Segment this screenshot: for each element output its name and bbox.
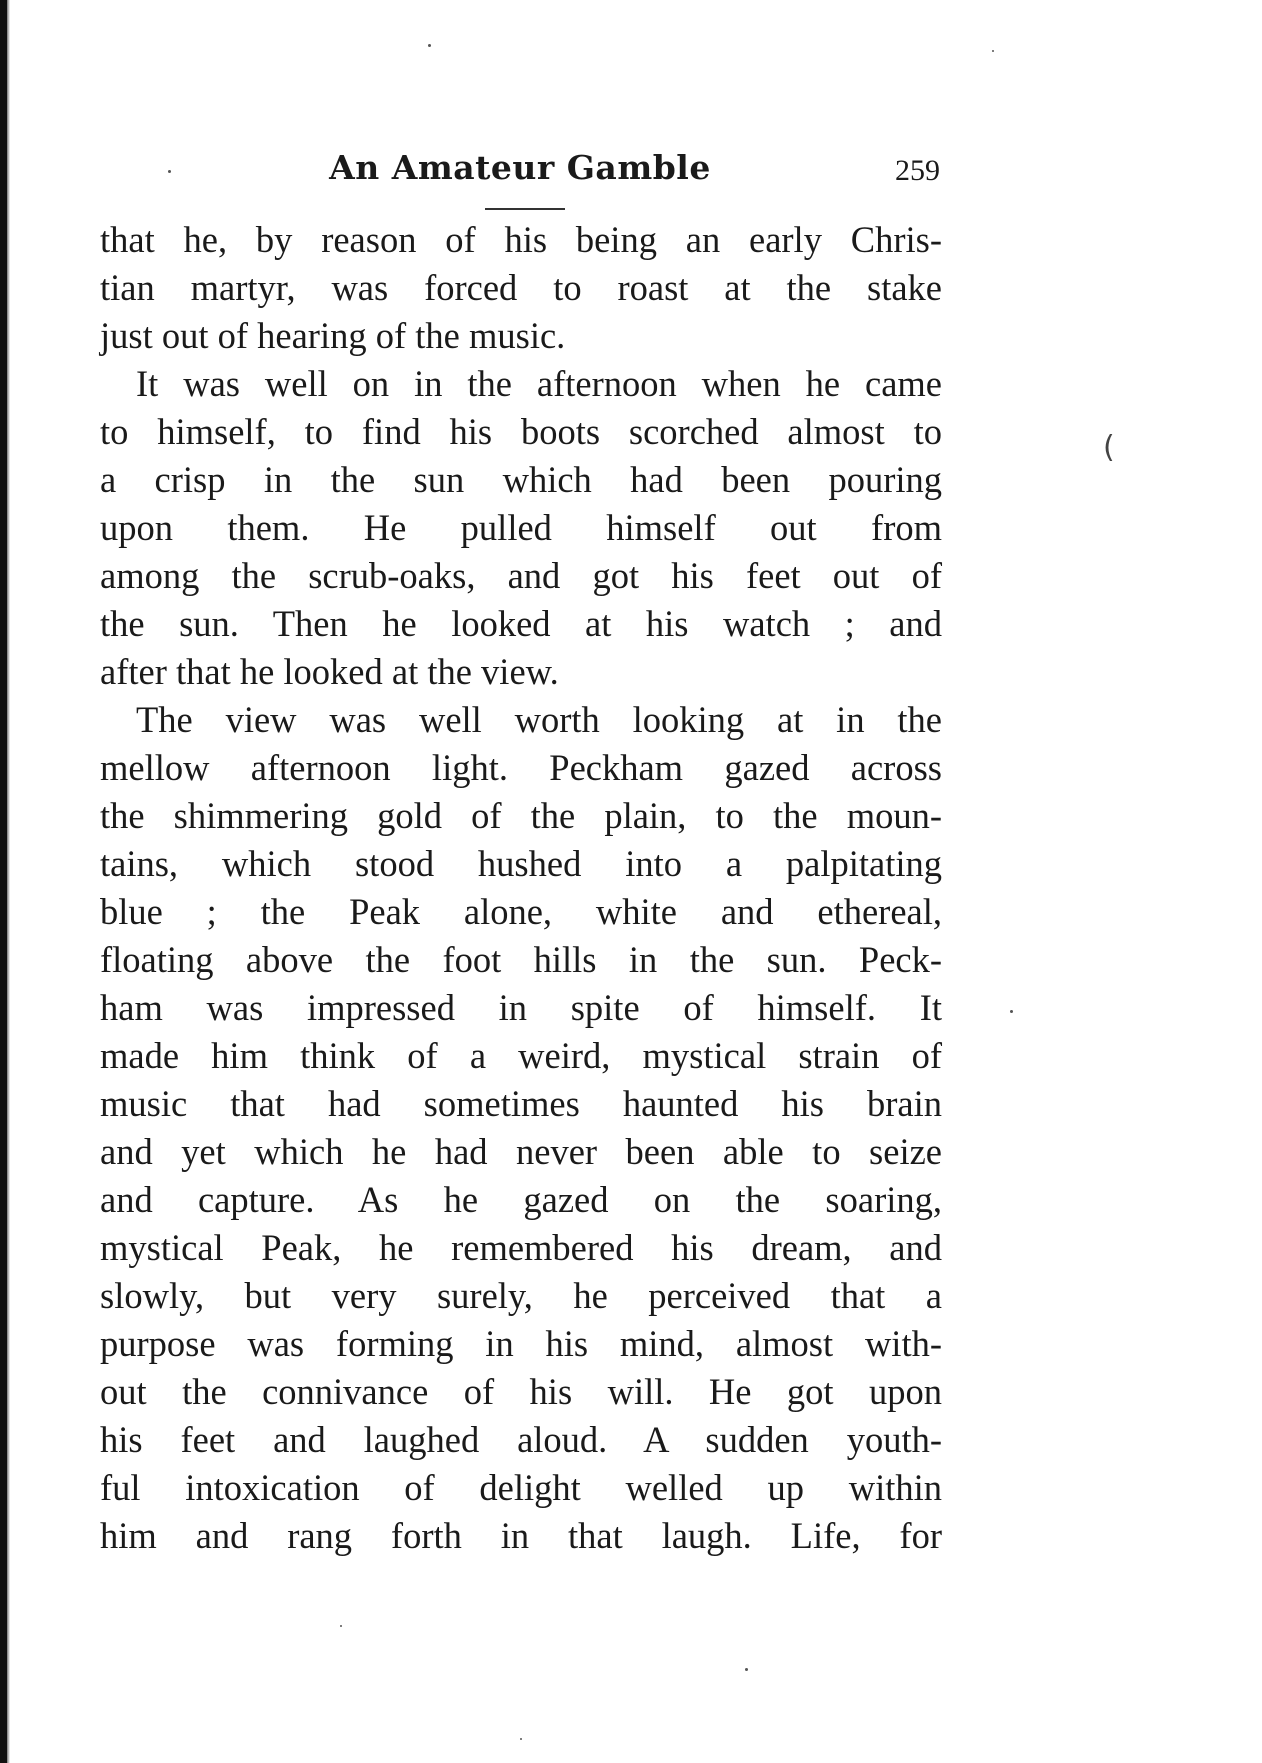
text-line: tains, which stood hushed into a palpitating	[100, 843, 942, 884]
margin-pencil-mark: (	[1103, 430, 1115, 465]
text-line: blue ; the Peak alone, white and ethereal,	[100, 891, 942, 932]
paper-speck	[992, 50, 994, 52]
paragraph-1	[100, 216, 942, 360]
paragraph-2	[100, 360, 942, 696]
text-line: ful intoxication of delight welled up within	[100, 1467, 942, 1508]
text-line: mystical Peak, he remembered his dream, and	[100, 1227, 942, 1268]
text-line: mellow afternoon light. Peckham gazed across	[100, 747, 942, 788]
text-line: slowly, but very surely, he perceived that a	[100, 1275, 942, 1316]
paper-speck	[168, 170, 171, 173]
text-line: the sun. Then he looked at his watch ; and	[100, 603, 942, 644]
text-line: It was well on in the afternoon when he came	[136, 363, 942, 404]
text-line: out the connivance of his will. He got upon	[100, 1371, 942, 1412]
body-text	[100, 216, 942, 1560]
text-line: a crisp in the sun which had been pouring	[100, 459, 942, 500]
binding-shadow	[7, 0, 10, 1763]
paper-speck	[520, 1738, 522, 1740]
running-head	[100, 148, 940, 192]
paper-speck	[428, 44, 431, 47]
text-line: after that he looked at the view.	[100, 651, 559, 692]
page-number: 259	[895, 154, 940, 187]
paper-speck	[745, 1668, 748, 1671]
text-line: the shimmering gold of the plain, to the moun-	[100, 795, 942, 836]
text-line: his feet and laughed aloud. A sudden youth-	[100, 1419, 942, 1460]
binding-edge	[0, 0, 7, 1763]
text-line: him and rang forth in that laugh. Life, for	[100, 1515, 942, 1556]
text-line: music that had sometimes haunted his brain	[100, 1083, 942, 1124]
text-line: tian martyr, was forced to roast at the stake	[100, 267, 942, 308]
running-title: An Amateur Gamble	[329, 148, 711, 187]
text-line: floating above the foot hills in the sun. Peck-	[100, 939, 942, 980]
text-line: and yet which he had never been able to seize	[100, 1131, 942, 1172]
text-line: and capture. As he gazed on the soaring,	[100, 1179, 942, 1220]
text-line: made him think of a weird, mystical strain of	[100, 1035, 942, 1076]
text-line: to himself, to find his boots scorched almost to	[100, 411, 942, 452]
paragraph-3	[100, 696, 942, 1560]
text-line: just out of hearing of the music.	[100, 315, 566, 356]
paper-speck	[1010, 1010, 1013, 1013]
text-line: ham was impressed in spite of himself. It	[100, 987, 942, 1028]
paper-speck	[340, 1625, 342, 1627]
text-line: purpose was forming in his mind, almost with-	[100, 1323, 942, 1364]
text-line: upon them. He pulled himself out from	[100, 507, 942, 548]
header-rule	[485, 208, 565, 210]
text-line: The view was well worth looking at in the	[136, 699, 942, 740]
text-line: among the scrub-oaks, and got his feet out of	[100, 555, 942, 596]
text-line: that he, by reason of his being an early Chris-	[100, 219, 942, 260]
